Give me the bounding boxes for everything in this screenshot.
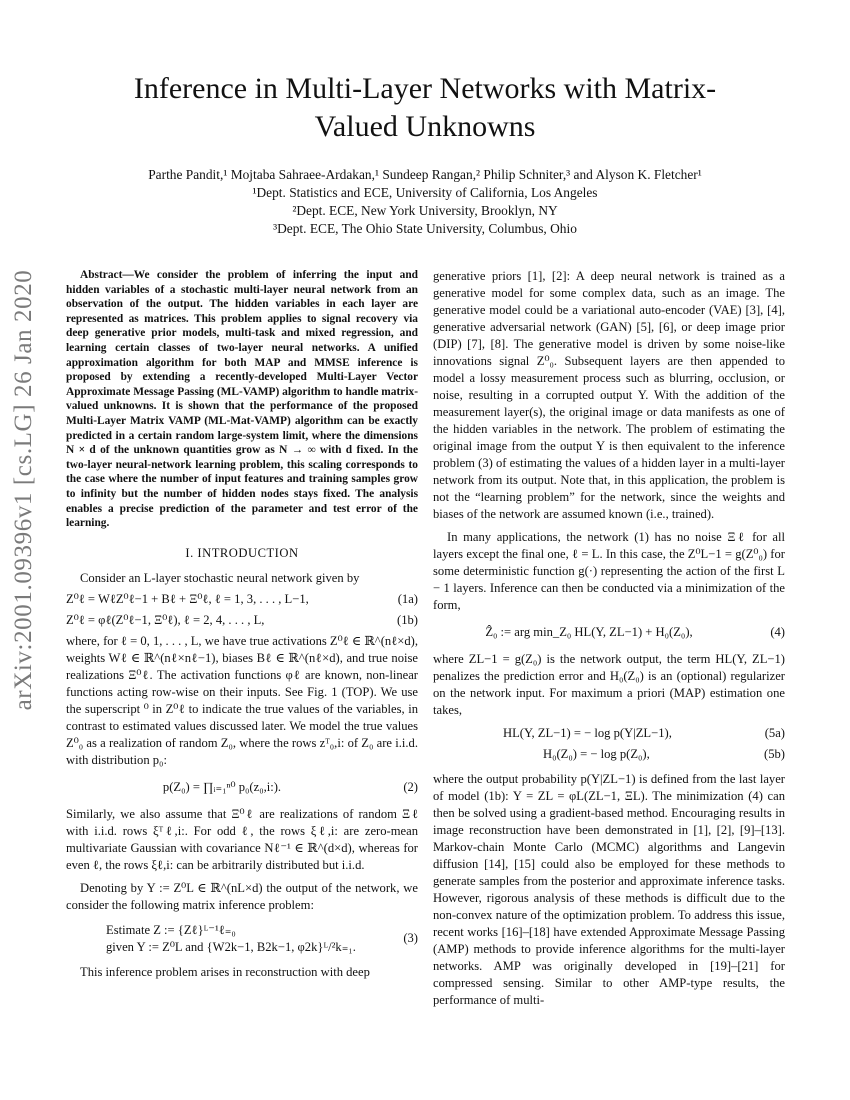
equation-line: given Y := Z⁰L and {W2k−1, B2k−1, φ2k}ᴸ/²k₌₁. xyxy=(106,939,356,954)
paragraph: Consider an L-layer stochastic neural network given by xyxy=(80,570,360,585)
equation-4 xyxy=(433,624,785,641)
affiliation-1: ¹Dept. Statistics and ECE, University of California, Los Angeles xyxy=(252,185,598,200)
equation-number: (3) xyxy=(403,931,418,946)
right-column xyxy=(433,268,785,1009)
author-block xyxy=(60,166,790,238)
arxiv-identifier: arXiv:2001.09396v1 [cs.LG] 26 Jan 2020 xyxy=(10,269,37,711)
left-column xyxy=(66,268,418,981)
paragraph: where ZL−1 = g(Z₀) is the network output, the term HL(Y, ZL−1) penalizes the prediction error and H₀(Z₀) is an (optional) regularizer on the network input. For maximum a priori (MAP) estimation one takes, xyxy=(433,652,785,717)
paragraph: where, for ℓ = 0, 1, . . . , L, we have true activations Z⁰ℓ ∈ ℝ^(nℓ×d), weights Wℓ ∈ ℝ^(nℓ×nℓ−1), biases Bℓ ∈ ℝ^(nℓ×d), and true noise realizations Ξ⁰ℓ. The activation functions φℓ are known, non-linear functions acting row-wise on their inputs. See Fig. 1 (TOP). We use the superscript ⁰ in Z⁰ℓ to indicate the true values of the variables, in contrast to estimated values discussed later. We model the true values Z⁰₀ as a realization of random Z₀, where the rows zᵀ₀,i: of Z₀ are i.i.d. with distribution p₀: xyxy=(66,633,418,767)
equation-number: (4) xyxy=(770,625,785,639)
equation-line: Estimate Z := {Zℓ}ᴸ⁻¹ℓ₌₀ xyxy=(106,922,236,937)
equation-number: (1b) xyxy=(397,612,418,627)
equation-number: (5a) xyxy=(764,726,785,740)
equation-body: Z⁰ℓ = WℓZ⁰ℓ−1 + Bℓ + Ξ⁰ℓ, ℓ = 1, 3, . . . , L−1, xyxy=(66,591,309,606)
arxiv-sidebar xyxy=(2,269,46,711)
paragraph: Denoting by Y := Z⁰L ∈ ℝ^(nL×d) the output of the network, we consider the following matrix inference problem: xyxy=(66,880,418,912)
equation-body: H₀(Z₀) = − log p(Z₀), xyxy=(543,747,650,761)
author-names: Parthe Pandit,¹ Mojtaba Sahraee-Ardakan,¹ Sundeep Rangan,² Philip Schniter,³ and Alyson K. Fletcher¹ xyxy=(148,167,702,182)
equation-body: p(Z₀) = ∏ᵢ₌₁ⁿ⁰ p₀(z₀,i:). xyxy=(162,779,282,794)
paragraph: where the output probability p(Y|ZL−1) is defined from the last layer of model (1b): Y = ZL = φL(ZL−1, ΞL). The minimization (4) can then be solved using a gradient-based method. Encouraging results in image reconstruction have been demonstrated in [1], [2], [9]–[13]. Markov-chain Monte Carlo (MCMC) algorithms and Langevin diffusion [14], [15] could also be employed for these methods to generate samples from the posterior and approximate inference tasks. However, rigorous analysis of these methods is difficult due to the non-convex nature of the optimization problem. To address this issue, recent works [16]–[18] have extended Approximate Message Passing (AMP) methods to provide inference algorithms for the multi-layer networks. AMP was originally developed in [19]–[21] for compressed sensing. Similar to other AMP-type results, the performance of multi- xyxy=(433,772,785,1007)
equation-5b xyxy=(433,746,785,763)
affiliation-3: ³Dept. ECE, The Ohio State University, Columbus, Ohio xyxy=(273,221,577,236)
equation-body: Ẑ₀ := arg min_Z₀ HL(Y, ZL−1) + H₀(Z₀), xyxy=(485,625,693,639)
abstract: Abstract—We consider the problem of inferring the input and hidden variables of a stochastic multi-layer neural network from an observation of the output. The hidden variables in each layer are represented as matrices. This problem applies to signal recovery via deep generative prior models, multi-task and mixed regression, and learning certain classes of two-layer neural networks. A unified approximation algorithm for both MAP and MMSE inference is proposed by extending a recently-developed Multi-Layer Vector Approximate Message Passing (ML-VAMP) algorithm to handle matrix-valued unknowns. It is shown that the performance of the proposed Multi-Layer Matrix VAMP (ML-Mat-VAMP) algorithm can be exactly predicted in a certain random large-system limit, where the dimensions N × d of the unknown quantities grow as N → ∞ with d fixed. In the two-layer neural-network learning problem, this scaling corresponds to the case where the number of input features and training samples grow to infinity but the number of hidden nodes stays fixed. The analysis enables a precise prediction of the parameter and test error of the learning. xyxy=(66,269,418,530)
equation-number: (2) xyxy=(403,779,418,794)
equation-1b xyxy=(66,612,418,629)
equation-2 xyxy=(66,779,418,796)
equation-5a xyxy=(433,725,785,742)
paragraph: generative priors [1], [2]: A deep neural network is trained as a generative model for some complex data, such as an image. The generative model could be a variational auto-encoder (VAE) [3], [4], generative adversarial network (GAN) [5], [6], or deep image prior (DIP) [7], [8]. The generative model is driven by some noise-like innovations signal Z⁰₀. Subsequent layers are then appended to model a lossy measurement process such as blurring, occlusion, or noise, resulting in a corrupted output Y. With the addition of the measurement layer(s), the original image or data manifests as one of the hidden variables in the network. The problem of estimating the original image from the output Y is then equivalent to the inference problem (3) of estimating the values of a hidden layer in a multi-layer network from its output. Note that, in this application, the problem is not the “learning problem” for the network, since the weights and biases of the network are assumed known (i.e., trained). xyxy=(433,269,785,521)
paragraph: This inference problem arises in reconstruction with deep xyxy=(80,964,370,979)
equation-3 xyxy=(66,922,418,956)
paragraph: In many applications, the network (1) has no noise Ξℓ for all layers except the final one, ℓ = L. In this case, the Z⁰L−1 = g(Z⁰₀) for some deterministic function g(·) representing the action of the first L − 1 layers. Inference can then be conducted via a minimization of the form, xyxy=(433,530,785,612)
paper-title: Inference in Multi-Layer Networks with Matrix-Valued Unknowns xyxy=(133,72,717,143)
affiliation-2: ²Dept. ECE, New York University, Brooklyn, NY xyxy=(292,203,558,218)
section-heading: I. INTRODUCTION xyxy=(185,545,299,560)
equation-1a xyxy=(66,591,418,608)
equation-number: (1a) xyxy=(397,591,418,606)
equation-body: Z⁰ℓ = φℓ(Z⁰ℓ−1, Ξ⁰ℓ), ℓ = 2, 4, . . . , L, xyxy=(66,612,265,627)
equation-number: (5b) xyxy=(764,747,785,761)
equation-body: HL(Y, ZL−1) = − log p(Y|ZL−1), xyxy=(503,726,672,740)
paragraph: Similarly, we also assume that Ξ⁰ℓ are realizations of random Ξℓ with i.i.d. rows ξᵀℓ,i:. For odd ℓ, the rows ξℓ,i: are zero-mean multivariate Gaussian with covariance Nℓ⁻¹ ∈ ℝ^(d×d), whereas for even ℓ, the rows ξℓ,i: can be arbitrarily distributed but i.i.d. xyxy=(66,806,418,872)
